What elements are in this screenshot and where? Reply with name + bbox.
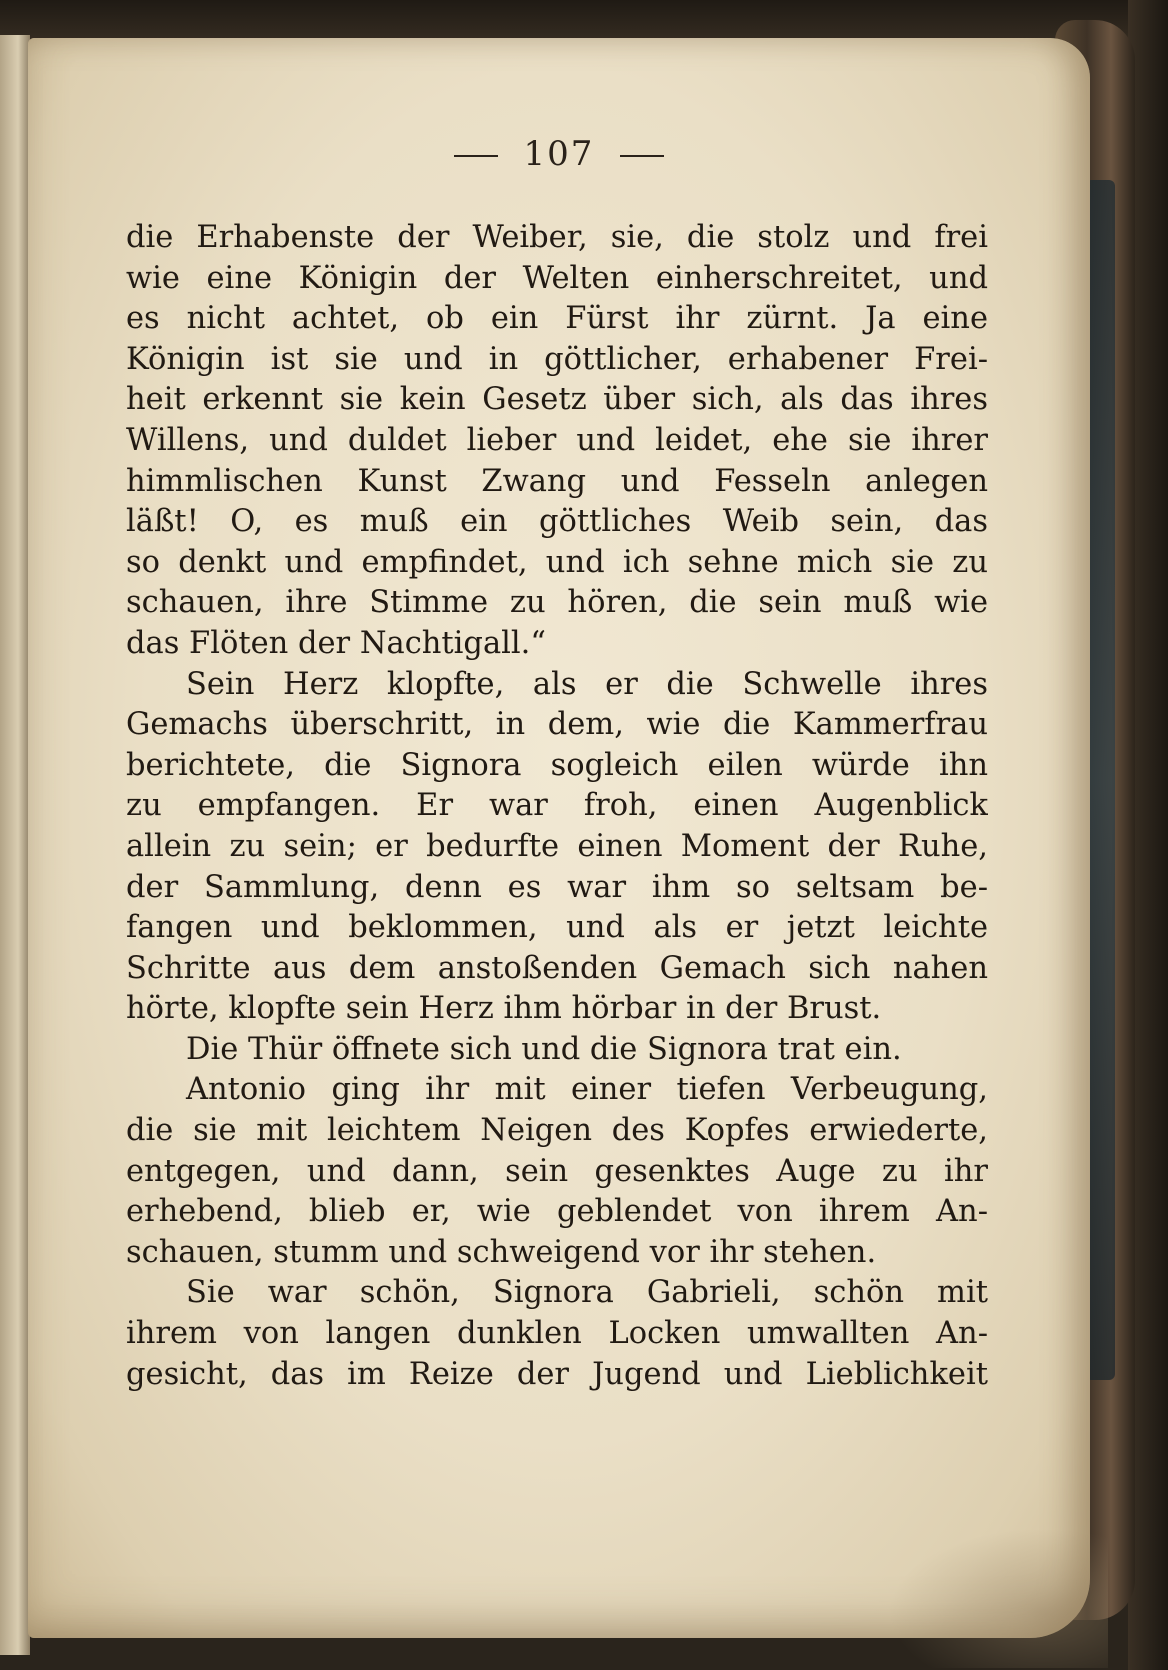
- text-line: fangen und beklommen, und als er jetzt leichte: [126, 910, 988, 946]
- text-line: erhebend, blieb er, wie geblendet von ihrem An-: [126, 1194, 988, 1230]
- page-number: 107: [523, 134, 595, 174]
- text-line: Schritte aus dem anstoßenden Gemach sich nahen: [126, 950, 988, 986]
- header-dash-left: [454, 155, 498, 157]
- text-line: Antonio ging ihr mit einer tiefen Verbeugung,: [186, 1072, 988, 1108]
- text-line: es nicht achtet, ob ein Fürst ihr zürnt. Ja eine: [126, 301, 988, 337]
- text-line: entgegen, und dann, sein gesenktes Auge zu ihr: [126, 1153, 988, 1189]
- text-line: der Sammlung, denn es war ihm so seltsam be-: [126, 869, 988, 905]
- text-line: Gemachs überschritt, in dem, wie die Kammerfrau: [126, 707, 988, 743]
- text-line: berichtete, die Signora sogleich eilen würde ihn: [126, 747, 988, 783]
- text-line: die sie mit leichtem Neigen des Kopfes erwiederte,: [126, 1113, 988, 1149]
- worn-corner: [888, 1528, 1108, 1668]
- previous-page-edge: [0, 35, 30, 1655]
- page-number-header: [28, 134, 1090, 174]
- text-line: schauen, stumm und schweigend vor ihr stehen.: [126, 1234, 877, 1270]
- book-page: [28, 38, 1090, 1638]
- text-line: allein zu sein; er bedurfte einen Moment der Ruhe,: [126, 828, 988, 864]
- header-dash-right: [620, 155, 664, 157]
- text-line: schauen, ihre Stimme zu hören, die sein muß wie: [126, 585, 988, 621]
- body-text: [126, 218, 988, 1395]
- text-line: hörte, klopfte sein Herz ihm hörbar in der Brust.: [126, 991, 882, 1027]
- text-line: Die Thür öffnete sich und die Signora trat ein.: [186, 1031, 902, 1067]
- text-line: Willens, und duldet lieber und leidet, ehe sie ihrer: [126, 422, 988, 458]
- text-line: die Erhabenste der Weiber, sie, die stolz und frei: [126, 220, 988, 255]
- text-line: gesicht, das im Reize der Jugend und Lieblichkeit: [126, 1356, 988, 1392]
- text-line: himmlischen Kunst Zwang und Fesseln anlegen: [126, 463, 988, 499]
- text-line: Sein Herz klopfte, als er die Schwelle ihres: [186, 666, 988, 702]
- text-line: Königin ist sie und in göttlicher, erhabener Frei-: [126, 341, 988, 377]
- text-line: heit erkennt sie kein Gesetz über sich, als das ihres: [126, 382, 988, 418]
- text-line: das Flöten der Nachtigall.“: [126, 625, 546, 661]
- text-line: so denkt und empfindet, und ich sehne mich sie zu: [126, 544, 988, 580]
- text-line: wie eine Königin der Welten einherschreitet, und: [126, 260, 988, 296]
- text-line: läßt! O, es muß ein göttliches Weib sein, das: [126, 504, 988, 540]
- text-line: ihrem von langen dunklen Locken umwallten An-: [126, 1316, 988, 1352]
- text-line: Sie war schön, Signora Gabrieli, schön mit: [186, 1275, 988, 1311]
- text-line: zu empfangen. Er war froh, einen Augenblick: [126, 788, 988, 824]
